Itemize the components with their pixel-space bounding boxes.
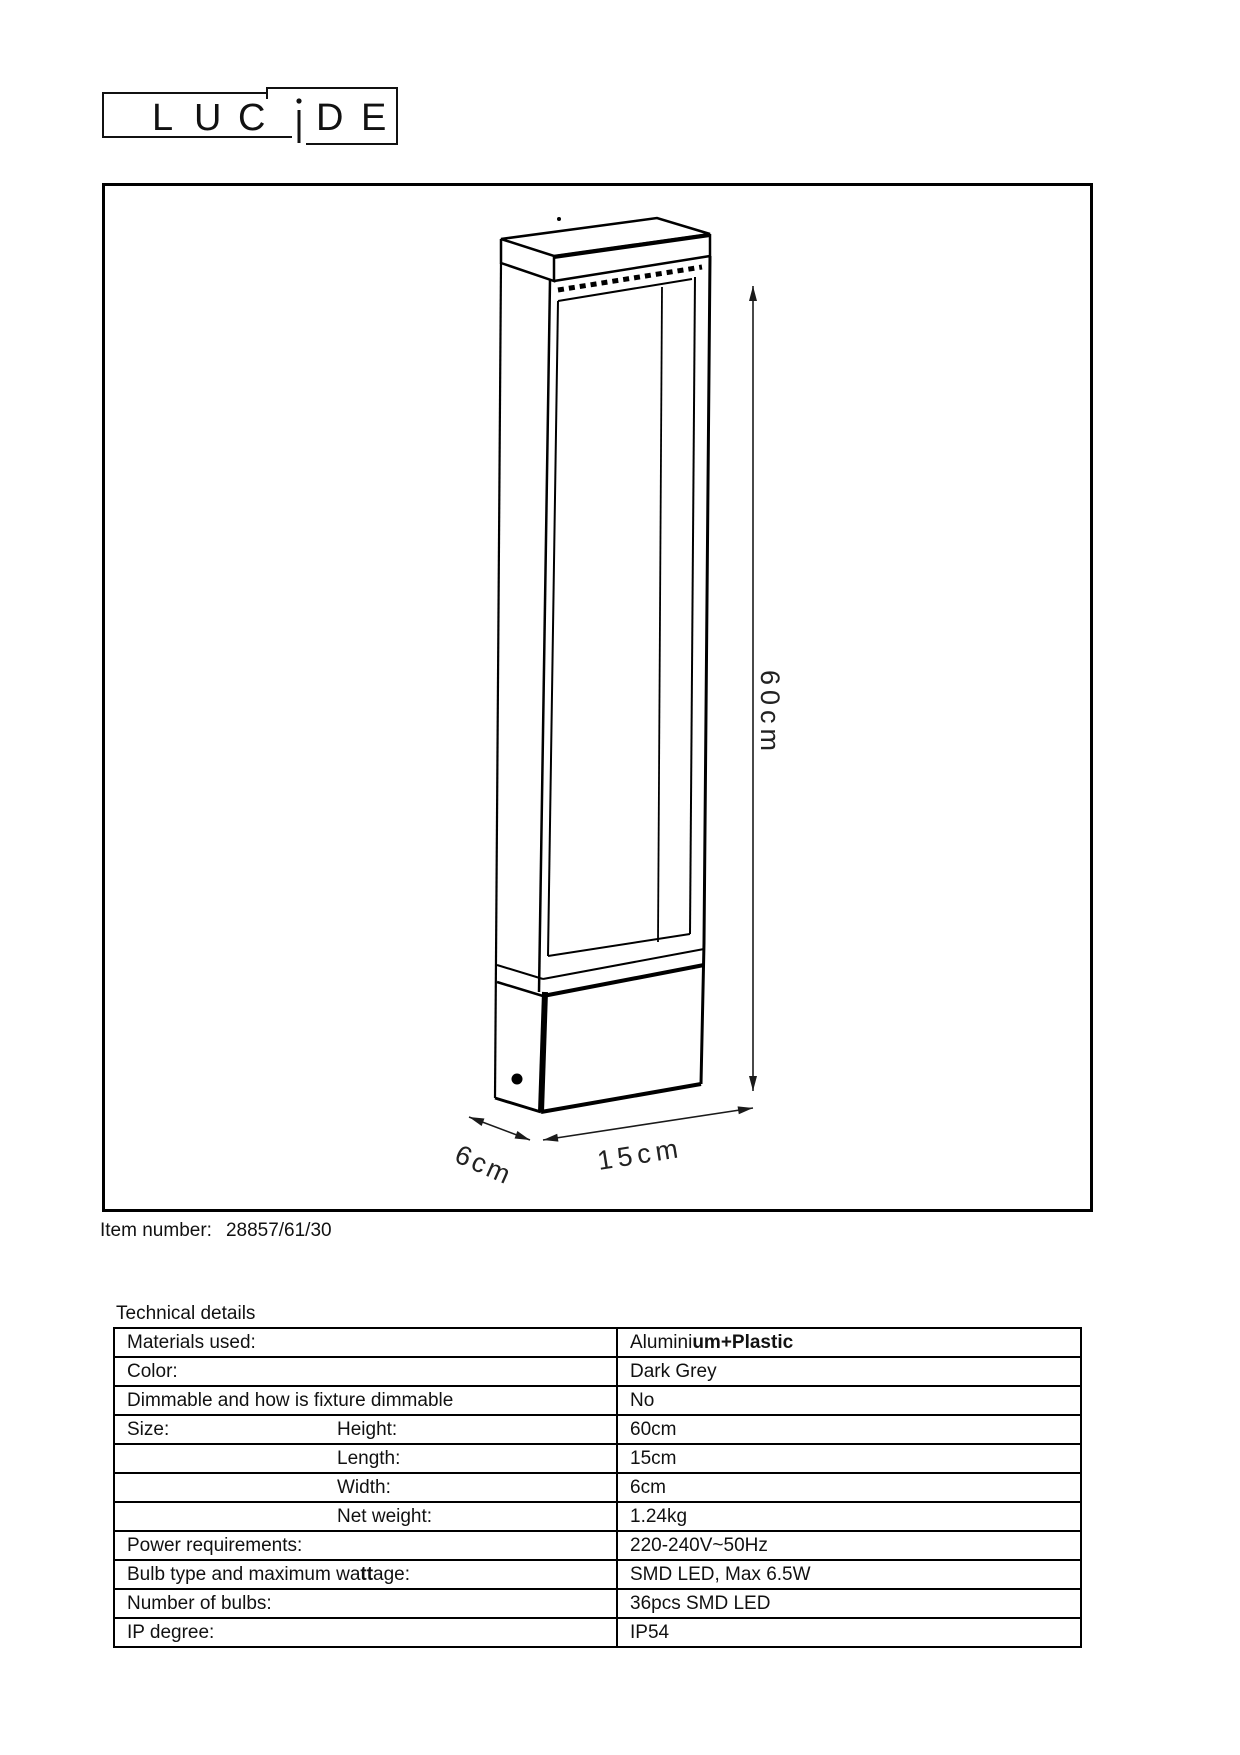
led-strip	[558, 267, 702, 290]
logo-letter-i-glyph	[296, 98, 301, 143]
table-row	[115, 1387, 1080, 1416]
spec-value-cell	[618, 1503, 1080, 1530]
spec-value: 15cm	[630, 1447, 677, 1469]
spec-value: IP54	[630, 1621, 670, 1643]
spec-value-cell	[618, 1590, 1080, 1617]
width-dimension	[451, 1113, 532, 1191]
spec-label-cell	[115, 1358, 618, 1385]
table-row	[115, 1561, 1080, 1590]
spec-value-cell	[618, 1416, 1080, 1443]
spec-value-cell	[618, 1619, 1080, 1646]
spec-value-cell	[618, 1474, 1080, 1501]
technical-details-table	[113, 1327, 1082, 1648]
spec-label-cell	[115, 1532, 618, 1559]
technical-drawing-frame	[102, 183, 1093, 1212]
spec-label: Dimmable and how is fixture dimmable	[127, 1389, 454, 1411]
spec-value-cell	[618, 1387, 1080, 1414]
cable-hole	[512, 1074, 523, 1085]
spec-label: Materials used:	[127, 1331, 256, 1353]
spec-value-cell	[618, 1358, 1080, 1385]
spec-label-cell	[115, 1474, 618, 1501]
spec-label: Bulb type and maximum wa	[127, 1563, 361, 1585]
bollard-drawing	[105, 186, 1090, 1209]
spec-label: Number of bulbs:	[127, 1592, 272, 1614]
table-row	[115, 1474, 1080, 1503]
arrowhead-up-icon	[749, 286, 757, 301]
lucide-logo	[100, 85, 400, 147]
spec-label-cell	[115, 1619, 618, 1646]
spec-value: No	[630, 1389, 655, 1411]
table-row	[115, 1590, 1080, 1619]
length-dimension-label: 15cm	[595, 1132, 685, 1176]
table-row	[115, 1416, 1080, 1445]
logo-letters	[152, 97, 386, 139]
table-row	[115, 1445, 1080, 1474]
item-number	[100, 1220, 332, 1242]
table-row	[115, 1329, 1080, 1358]
arrowhead-down-icon	[749, 1076, 757, 1091]
spec-value-cell	[618, 1561, 1080, 1588]
height-dimension	[749, 286, 785, 1091]
table-row	[115, 1358, 1080, 1387]
spec-label-cell	[115, 1329, 618, 1356]
logo-letter-e: E	[361, 97, 387, 139]
spec-label-cell	[115, 1445, 618, 1472]
technical-details-title: Technical details	[116, 1303, 256, 1324]
spec-label-cell	[115, 1590, 618, 1617]
spec-value: 6cm	[630, 1476, 666, 1498]
spec-sublabel: Height:	[337, 1418, 398, 1440]
spec-value: 1.24kg	[630, 1505, 688, 1527]
table-row	[115, 1619, 1080, 1646]
spec-value: Alumini	[630, 1331, 693, 1353]
bollard-base	[495, 949, 704, 1112]
spec-value: SMD LED, Max 6.5W	[630, 1563, 811, 1585]
spec-label-cell	[115, 1416, 618, 1443]
logo-letter-u: U	[194, 97, 222, 139]
arrowhead-upleft-icon	[468, 1113, 485, 1126]
item-number-value: 28857/61/30	[225, 1220, 332, 1241]
spec-sublabel: Length:	[337, 1447, 401, 1469]
lucide-logo-graphic	[100, 85, 400, 147]
width-dimension-label: 6cm	[450, 1139, 518, 1191]
spec-value: 36pcs SMD LED	[630, 1592, 771, 1614]
spec-label: Color:	[127, 1360, 178, 1382]
logo-letter-l: L	[152, 97, 174, 139]
spec-label-cell	[115, 1387, 618, 1414]
spec-value: Dark Grey	[630, 1360, 717, 1382]
spec-label-cell: Bulb type and maximum wa tt age:	[115, 1561, 618, 1588]
logo-letter-d: D	[316, 97, 344, 139]
spec-label: Size:	[127, 1418, 170, 1440]
length-dimension	[542, 1104, 753, 1176]
table-row	[115, 1503, 1080, 1532]
spec-value: 220-240V~50Hz	[630, 1534, 768, 1556]
spec-value-cell: Alumini um+Plastic	[630, 1331, 794, 1353]
drawing-top-mark	[557, 217, 561, 221]
arrowhead-left-icon	[542, 1134, 558, 1144]
logo-letter-c: C	[238, 97, 266, 139]
spec-value: 60cm	[630, 1418, 677, 1440]
height-dimension-label: 60cm	[755, 670, 785, 757]
spec-label: Power requirements:	[127, 1534, 303, 1556]
arrowhead-right-icon	[738, 1104, 754, 1114]
spec-label: IP degree:	[127, 1621, 215, 1643]
spec-sublabel: Net weight:	[337, 1505, 433, 1527]
spec-value-cell	[618, 1445, 1080, 1472]
table-row	[115, 1532, 1080, 1561]
arrowhead-downright-icon	[515, 1131, 532, 1144]
spec-value-cell	[618, 1532, 1080, 1559]
item-number-label: Item number:	[100, 1220, 212, 1241]
spec-label-cell	[115, 1503, 618, 1530]
spec-sublabel: Width:	[337, 1476, 391, 1498]
